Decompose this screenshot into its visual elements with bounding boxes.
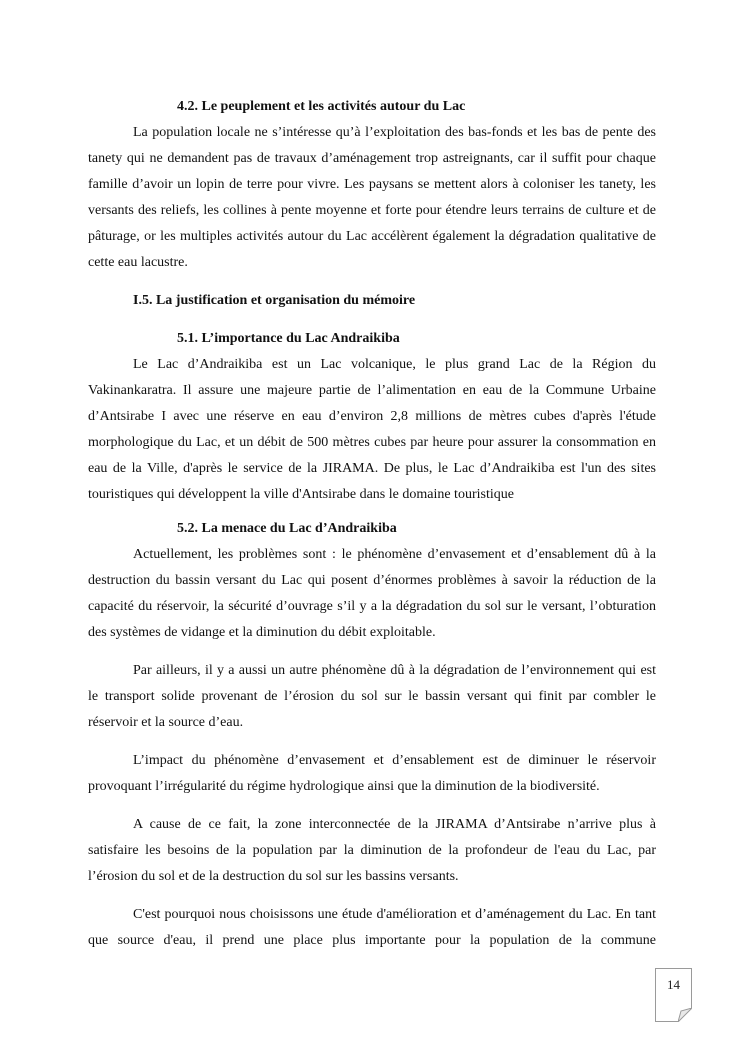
page-number: 14: [667, 977, 680, 992]
section-4-2-paragraph: La population locale ne s’intéresse qu’à l’exploitation des bas-fonds et les bas de pente des tanety qui ne demandent pas de travaux d’aménagement trop astreignants, car il suffit pour chaque famille d’avoir un lopin de terre pour vivre. Les paysans se mettent alors à coloniser les tanety, les versants des reliefs, les collines à pente moyenne et forte pour étendre leurs terrains de culture et de pâturage, or les multiples activités autour du Lac accélèrent également la dégradation qualitative de cette eau lacustre.: [88, 125, 656, 270]
section-5-2-paragraph-4: A cause de ce fait, la zone interconnectée de la JIRAMA d’Antsirabe n’arrive plus à satisfaire les besoins de la population par la diminution de la profondeur de l'eau du Lac, par l’érosion du sol et de la destruction du sol sur les bassins versants.: [88, 817, 656, 884]
document-page: [88, 94, 656, 954]
section-5-2-paragraph-5: C'est pourquoi nous choisissons une étude d'amélioration et d’aménagement du Lac. En tant que source d'eau, il prend une place plus importante pour la population de la commune: [88, 907, 656, 948]
section-5-1-heading: 5.1. L’importance du Lac Andraikiba: [177, 331, 400, 346]
page-number-box: [655, 968, 692, 1022]
section-5-2-paragraph-1: Actuellement, les problèmes sont : le phénomène d’envasement et d’ensablement dû à la destruction du bassin versant du Lac qui posent d’énormes problèmes à savoir la réduction de la capacité du réservoir, la sécurité d’ouvrage s’il y a la dégradation du sol sur le versant, l’obturation des systèmes de vidange et la diminution du débit exploitable.: [88, 547, 656, 640]
section-5-1-paragraph: Le Lac d’Andraikiba est un Lac volcanique, le plus grand Lac de la Région du Vakinankaratra. Il assure une majeure partie de l’alimentation en eau de la Commune Urbaine d’Antsirabe I avec une réserve en eau d’environ 2,8 millions de mètres cubes d'après l'étude morphologique du Lac, et un débit de 500 mètres cubes par heure pour assurer la consommation en eau de la Ville, d'après le service de la JIRAMA. De plus, le Lac d’Andraikiba est l'un des sites touristiques qui développent la ville d'Antsirabe dans le domaine touristique: [88, 357, 656, 502]
folded-corner-icon: [678, 1008, 692, 1022]
section-5-2-paragraph-2: Par ailleurs, il y a aussi un autre phénomène dû à la dégradation de l’environnement qui est le transport solide provenant de l’érosion du sol sur le bassin versant qui finit par combler le réservoir et la source d’eau.: [88, 663, 656, 730]
section-4-2-heading: 4.2. Le peuplement et les activités autour du Lac: [177, 99, 466, 114]
section-i-5-heading: I.5. La justification et organisation du mémoire: [133, 293, 416, 308]
section-5-2-paragraph-3: L’impact du phénomène d’envasement et d’ensablement est de diminuer le réservoir provoquant l’irrégularité du régime hydrologique ainsi que la diminution de la biodiversité.: [88, 753, 656, 794]
section-5-2-heading: 5.2. La menace du Lac d’Andraikiba: [177, 521, 397, 536]
